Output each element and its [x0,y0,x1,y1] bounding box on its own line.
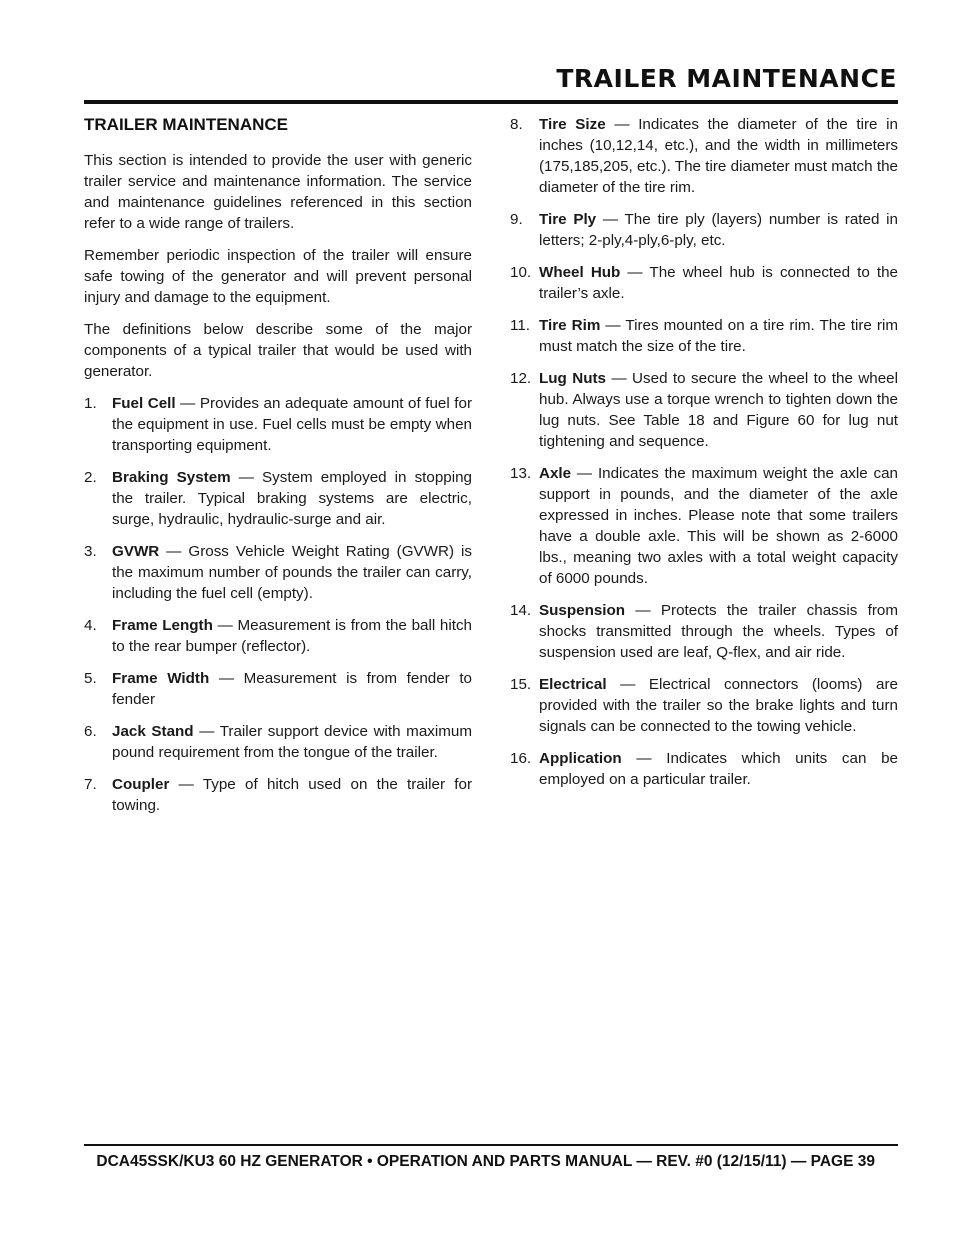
definition-item [510,463,898,589]
item-number: 13. [510,465,532,482]
definition-item [84,721,472,763]
item-number: 8. [510,116,523,133]
definition-text: — System employed in stopping the trailer. Typical braking systems are electric, surge, hydraulic, hydraulic-surge and air. [112,469,473,528]
definition-text: — Trailer support device with maximum pound requirement from the tongue of the trailer. [112,723,472,761]
definition-text: — Provides an adequate amount of fuel for the equipment in use. Fuel cells must be empty when transporting equipment. [112,395,472,454]
left-column [84,114,472,827]
definition-text: — Measurement is from the ball hitch to the rear bumper (reflector). [112,617,472,655]
definition-term: Tire Size [539,116,606,133]
item-number: 10. [510,264,532,281]
definition-text: — Used to secure the wheel to the wheel hub. Always use a torque wrench to tighten down the lug nuts. See Table 18 and Figure 60 for lug nut tightening and sequence. [539,370,898,450]
definition-item [510,748,898,790]
definition-item [84,615,472,657]
definition-term: Frame Width [112,670,210,687]
item-number: 2. [84,469,97,486]
item-number: 15. [510,676,532,693]
definition-text: — Type of hitch used on the trailer for towing. [112,776,472,814]
item-number: 7. [84,776,97,793]
definition-term: Frame Length [112,617,213,634]
definitions-list-right [510,114,898,790]
item-number: 4. [84,617,97,634]
definition-item [84,467,472,530]
definition-text: — Protects the trailer chassis from shocks transmitted through the wheels. Types of suspension used are leaf, Q-flex, and air ride. [539,602,898,661]
definition-text: — Indicates which units can be employed on a particular trailer. [539,750,898,788]
item-number: 1. [84,395,97,412]
definition-term: Suspension [539,602,626,619]
definition-term: Braking System [112,469,231,486]
definition-text: — The wheel hub is connected to the trailer’s axle. [539,264,898,302]
definition-term: Tire Ply [539,211,597,228]
item-number: 16. [510,750,532,767]
definition-item [84,774,472,816]
intro-paragraph: Remember periodic inspection of the trailer will ensure safe towing of the generator and will prevent personal injury and damage to the equipment. [84,247,472,306]
title-rule [84,100,898,104]
definition-term: GVWR [112,543,160,560]
item-number: 9. [510,211,523,228]
definition-text: — Gross Vehicle Weight Rating (GVWR) is the maximum number of pounds the trailer can carry, including the fuel cell (empty). [112,543,472,602]
definition-term: Tire Rim [539,317,601,334]
definition-item [510,209,898,251]
definition-item [510,674,898,737]
definition-term: Wheel Hub [539,264,621,281]
definition-item [510,600,898,663]
definition-text: — Electrical connectors (looms) are provided with the trailer so the brake lights and turn signals can be connected to the towing vehicle. [539,676,898,735]
item-number: 3. [84,543,97,560]
definition-item [510,368,898,452]
item-number: 5. [84,670,97,687]
intro-paragraph: The definitions below describe some of the major components of a typical trailer that would be used with generator. [84,321,472,380]
definition-text: — Indicates the diameter of the tire in inches (10,12,14, etc.), and the width in millimeters (175,185,205, etc.). The tire diameter must match the diameter of the tire rim. [539,116,898,196]
item-number: 14. [510,602,532,619]
definition-term: Lug Nuts [539,370,607,387]
definition-item [84,393,472,456]
definition-item [510,315,898,357]
definition-item [510,114,898,198]
intro-paragraph: This section is intended to provide the user with generic trailer service and maintenance information. The service and maintenance guidelines referenced in this section refer to a wide range of trailers. [84,152,472,232]
page-title: TRAILER MAINTENANCE [556,64,897,93]
item-number: 11. [510,317,530,334]
definition-term: Fuel Cell [112,395,176,412]
definition-term: Coupler [112,776,170,793]
item-number: 6. [84,723,97,740]
footer-rule [84,1144,898,1146]
definition-text: — The tire ply (layers) number is rated in letters; 2-ply,4-ply,6-ply, etc. [539,211,898,249]
definition-term: Jack Stand [112,723,194,740]
page-footer: DCA45SSK/KU3 60 HZ GENERATOR • OPERATION AND PARTS MANUAL — REV. #0 (12/15/11) — PAGE 39 [96,1153,875,1170]
definition-text: — Indicates the maximum weight the axle can support in pounds, and the diameter of the axle expressed in inches. Please note that some trailers have a double axle. This will be shown as 2-6000 lbs., meaning two axles with a total weight capacity of 6000 pounds. [539,465,898,587]
right-column [510,114,898,801]
definition-item [84,541,472,604]
item-number: 12. [510,370,532,387]
section-heading: TRAILER MAINTENANCE [84,115,288,134]
definition-term: Electrical [539,676,607,693]
definition-item [84,668,472,710]
definition-term: Application [539,750,622,767]
definition-item [510,262,898,304]
definition-text: — Tires mounted on a tire rim. The tire rim must match the size of the tire. [539,317,898,355]
definition-text: — Measurement is from fender to fender [112,670,472,708]
definitions-list-left [84,393,472,816]
definition-term: Axle [539,465,572,482]
